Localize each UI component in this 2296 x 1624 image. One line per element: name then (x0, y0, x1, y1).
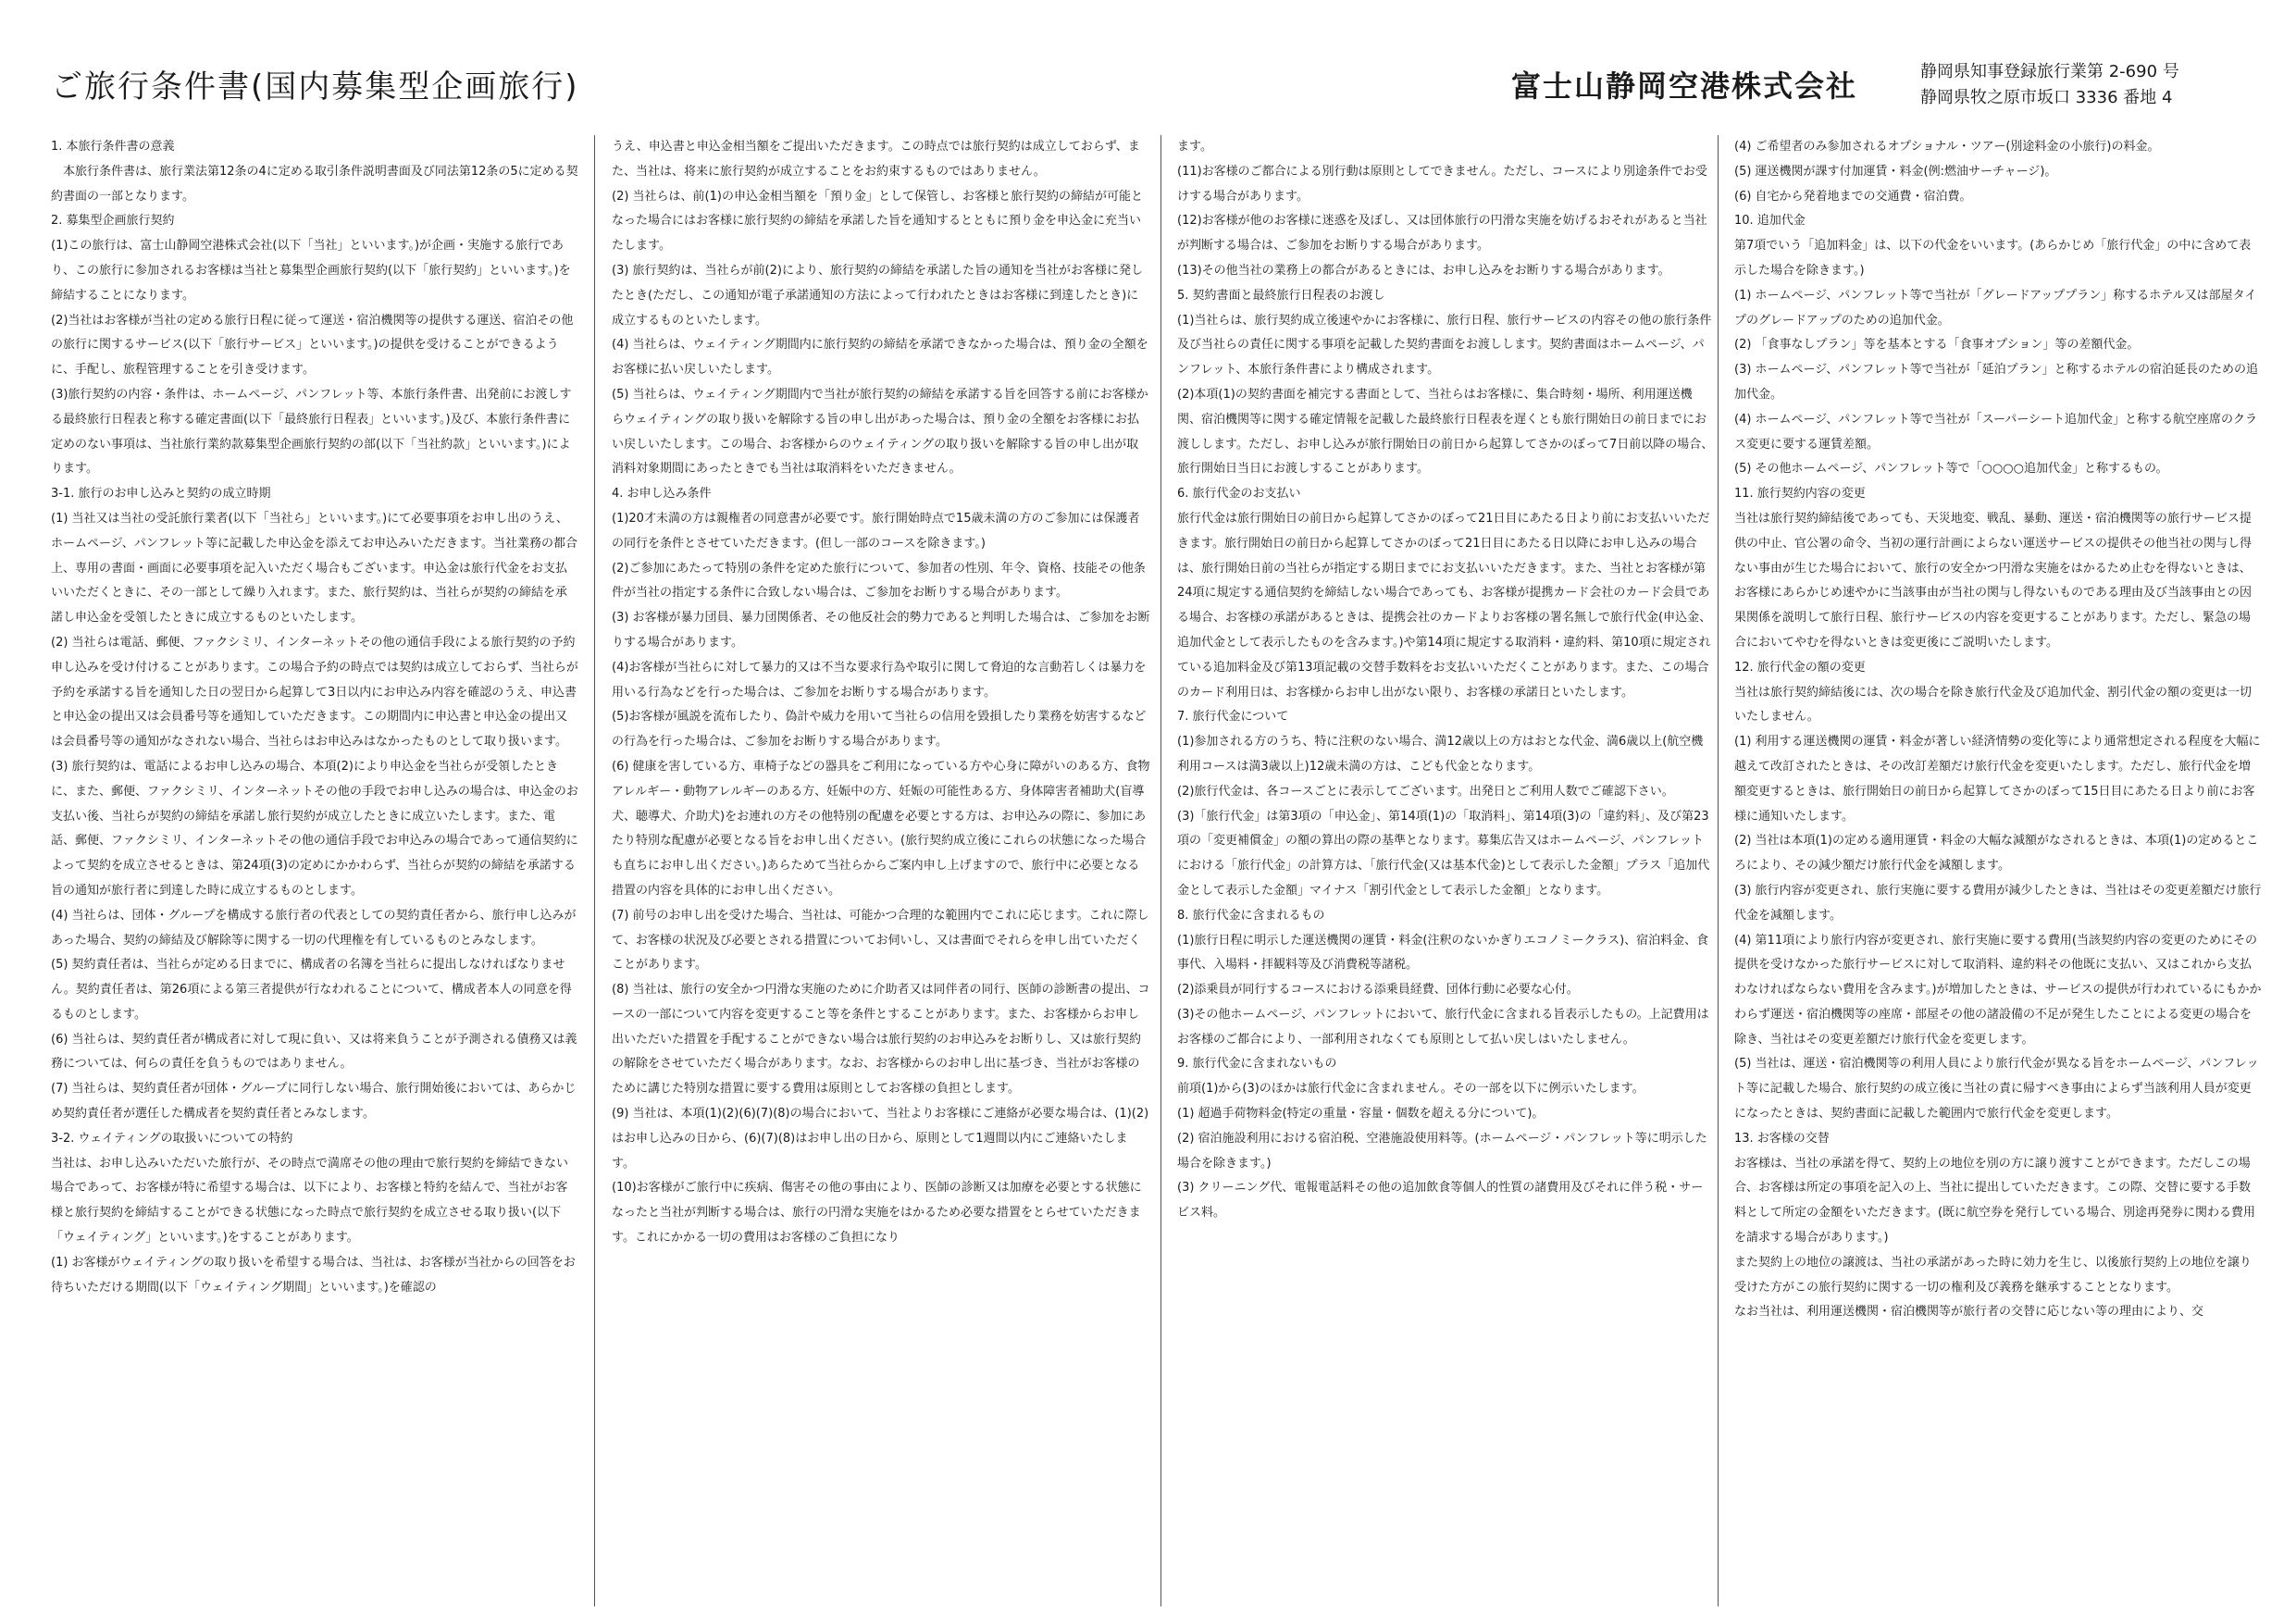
terms-paragraph: (5) 当社は、運送・宿泊機関等の利用人員により旅行代金が異なる旨をホームページ、パンフレット等に記載した場合、旅行契約の成立後に当社の責に帰すべき事由によらず当該利用人員が変更になったときは、契約書面に記載した範囲内で旅行代金を変更します。 (1734, 1057, 2259, 1122)
terms-paragraph: 3-2. ウェイティングの取扱いについての特約 (51, 1131, 293, 1146)
company-address: 静岡県牧之原市坂口 3336 番地 4 (1920, 88, 2173, 107)
terms-column-3 (1177, 135, 1714, 1606)
terms-paragraph: 2. 募集型企画旅行契約 (51, 214, 175, 229)
terms-paragraph: (4) 当社らは、団体・グループを構成する旅行者の代表としての契約責任者から、旅行申し込みがあった場合、契約の締結及び解除等に関する一切の代理権を有しているものとみなします。 (51, 908, 577, 948)
terms-paragraph: (3) ホームページ、パンフレット等で当社が「延泊プラン」と称するホテルの宿泊延長のための追加代金。 (1734, 363, 2258, 402)
terms-paragraph: (4)お客様が当社らに対して暴力的又は不当な要求行為や取引に関して脅迫的な言動若しくは暴力を用いる行為などを行った場合は、ご参加をお断りする場合があります。 (612, 660, 1147, 700)
terms-paragraph: 12. 旅行代金の額の変更 (1734, 660, 1866, 675)
terms-paragraph: (4) 第11項により旅行内容が変更され、旅行実施に要する費用(当該契約内容の変更のためにその提供を受けなかった旅行サービスに対して取消料、違約料その他既に支払い、又はこれから支払わなければならない費用を含みます。)が増加したときは、サービスの提供が行われているにもかかわらず運送・宿泊機関等の座席・部屋その他の諸設備の不足が発生したことによる変更の場合を除き、当社はその変更差額だけ旅行代金を変更します。 (1734, 933, 2262, 1047)
terms-paragraph: (2)本項(1)の契約書面を補完する書面として、当社らはお客様に、集合時刻・場所、利用運送機関、宿泊機関等に関する確定情報を記載した最終旅行日程表を遅くとも旅行開始日の前日までにお渡しします。ただし、お申し込みが旅行開始日の前日から起算してさかのぼって7日前以降の場合、旅行開始日当日にお渡しすることがあります。 (1177, 387, 1714, 477)
terms-paragraph: うえ、申込書と申込金相当額をご提出いただきます。この時点では旅行契約は成立しておらず、また、当社は、将来に旅行契約が成立することをお約束するものではありません。 (612, 140, 1140, 179)
terms-paragraph: (1)この旅行は、富士山静岡空港株式会社(以下「当社」といいます。)が企画・実施する旅行であり、この旅行に参加されるお客様は当社と募集型企画旅行契約(以下「旅行契約」といいます。)を締結することになります。 (51, 239, 571, 303)
terms-paragraph: (1) 利用する運送機関の運賃・料金が著しい経済情勢の変化等により通常想定される程度を大幅に越えて改訂されたときは、その改訂差額だけ旅行代金を変更いたします。ただし、旅行代金を増額変更するときは、旅行開始日の前日から起算してさかのぼって15日目にあたる日より前にお客様に通知いたします。 (1734, 735, 2261, 824)
terms-paragraph: (9) 当社は、本項(1)(2)(6)(7)(8)の場合において、当社よりお客様にご連絡が必要な場合は、(1)(2)はお申し込みの日から、(6)(7)(8)はお申し出の日から、原則として1週間以内にご連絡いたします。 (612, 1107, 1149, 1171)
company-name: 富士山静岡空港株式会社 (1511, 68, 1858, 104)
terms-paragraph: (2) 当社らは電話、郵便、ファクシミリ、インターネットその他の通信手段による旅行契約の予約申し込みを受け付けることがあります。この場合予約の時点では契約は成立しておらず、当社らが予約を承諾する旨を通知した日の翌日から起算して3日以内にお申込み内容を確認のうえ、申込書と申込金の提出又は会員番号等を通知していただきます。この期間内に申込書と申込金の提出又は会員番号等の通知がなされない場合、当社らはお申込みはなかったものとして取り扱います。 (51, 635, 578, 750)
terms-paragraph: (5) 当社らは、ウェイティング期間内で当社が旅行契約の締結を承諾する旨を回答する前にお客様からウェイティングの取り扱いを解除する旨の申し出があった場合は、預り金の全額をお客様にお払い戻しいたします。この場合、お客様からのウェイティングの取り扱いを解除する旨の申し出が取消料対象期間にあったときでも当社は取消料をいただきません。 (612, 387, 1148, 477)
terms-paragraph: (3) お客様が暴力団員、暴力団関係者、その他反社会的勢力であると判明した場合は、ご参加をお断りする場合があります。 (612, 611, 1150, 650)
terms-paragraph: また契約上の地位の譲渡は、当社の承諾があった時に効力を生じ、以後旅行契約上の地位を譲り受けた方がこの旅行契約に関する一切の権利及び義務を継承することとなります。 (1734, 1255, 2252, 1295)
terms-paragraph: 6. 旅行代金のお支払い (1177, 487, 1301, 502)
terms-paragraph: 10. 追加代金 (1734, 214, 1806, 229)
terms-paragraph: (6) 健康を害している方、車椅子などの器具をご利用になっている方や心身に障がいのある方、食物アレルギー・動物アレルギーのある方、妊娠中の方、妊娠の可能性ある方、身体障害者補助犬(盲導犬、聴導犬、介助犬)をお連れの方その他特別の配慮を必要とする方は、お申込みの際に、参加にあたり特別な配慮が必要となる旨をお申し出ください。(旅行契約成立後にこれらの状態になった場合も直ちにお申し出ください。)あらためて当社らからご案内申し上げますので、旅行中に必要となる措置の内容を具体的にお申し出ください。 (612, 759, 1150, 898)
terms-paragraph: 第7項でいう「追加料金」は、以下の代金をいいます。(あらかじめ「旅行代金」の中に含めて表示した場合を除きます。) (1734, 239, 2252, 278)
terms-paragraph: (6) 自宅から発着地までの交通費・宿泊費。 (1734, 189, 1972, 204)
terms-paragraph: (1) お客様がウェイティングの取り扱いを希望する場合は、当社は、お客様が当社からの回答をお待ちいただける期間(以下「ウェイティング期間」といいます。)を確認の (51, 1255, 576, 1295)
terms-paragraph: 旅行代金は旅行開始日の前日から起算してさかのぼって21日目にあたる日より前にお支払いいただきます。旅行開始日の前日から起算してさかのぼって21日目にあたる日以降にお申し込みの場合は、旅行開始日前の当社らが指定する期日までにお支払いいただきます。また、当社とお客様が第24項に規定する通信契約を締結しない場合であっても、お客様が提携カード会社のカード会員である場合、お客様の承諾があるときは、提携会社のカードよりお客様の署名無しで旅行代金(申込金、追加代金として表示したものを含みます。)や第14項に規定する取消料・違約料、第10項に規定されている追加料金及び第13項記載の交替手数料をお支払いいただくことがあります。また、この場合のカード利用日は、お客様からお申し出がない限り、お客様の承諾日といたします。 (1177, 511, 1712, 700)
terms-paragraph: ます。 (1177, 140, 1212, 154)
terms-paragraph: (6) 当社らは、契約責任者が構成者に対して現に負い、又は将来負うことが予測される債務又は義務については、何らの責任を負うものではありません。 (51, 1032, 577, 1072)
terms-paragraph: (4) 当社らは、ウェイティング期間内に旅行契約の締結を承諾できなかった場合は、預り金の全額をお客様に払い戻しいたします。 (612, 338, 1148, 378)
terms-paragraph: 7. 旅行代金について (1177, 710, 1289, 725)
terms-paragraph: (3)その他ホームページ、パンフレットにおいて、旅行代金に含まれる旨表示したもの。上記費用はお客様のご都合により、一部利用されなくても原則として払い戻しはいたしません。 (1177, 1007, 1709, 1047)
terms-column-4 (1734, 135, 2262, 1606)
terms-paragraph: 当社は、お申し込みいただいた旅行が、その時点で満席その他の理由で旅行契約を締結できない場合であって、お客様が特に希望する場合は、以下により、お客様と特約を結んで、当社がお客様と旅行契約を締結することができる状態になった時点で旅行契約を成立させる取り扱い(以下「ウェイティング」といいます。)をすることがあります。 (51, 1156, 569, 1246)
registration-number: 静岡県知事登録旅行業第 2-690 号 (1920, 62, 2179, 81)
terms-paragraph: なお当社は、利用運送機関・宿泊機関等が旅行者の交替に応じない等の理由により、交 (1734, 1305, 2204, 1320)
terms-paragraph: (5) その他ホームページ、パンフレット等で「○○○○追加代金」と称するもの。 (1734, 462, 2168, 477)
terms-paragraph: (1)参加される方のうち、特に注釈のない場合、満12歳以上の方はおとな代金、満6歳以上(航空機利用コースは満3歳以上)12歳未満の方は、こども代金となります。 (1177, 735, 1704, 774)
document-header (51, 57, 2253, 115)
terms-paragraph: 前項(1)から(3)のほかは旅行代金に含まれません。その一部を以下に例示いたします。 (1177, 1082, 1644, 1097)
terms-paragraph: 本旅行条件書は、旅行業法第12条の4に定める取引条件説明書面及び同法第12条の5に定める契約書面の一部となります。 (51, 164, 578, 204)
terms-paragraph: (2) 宿泊施設利用における宿泊税、空港施設使用料等。(ホームページ・パンフレット等に明示した場合を除きます。) (1177, 1131, 1707, 1171)
terms-paragraph: 5. 契約書面と最終旅行日程表のお渡し (1177, 288, 1385, 303)
terms-paragraph: (2)旅行代金は、各コースごとに表示してございます。出発日とご利用人数でご確認下さい。 (1177, 784, 1674, 799)
terms-paragraph: (3) 旅行内容が変更され、旅行実施に要する費用が減少したときは、当社はその変更差額だけ旅行代金を減額します。 (1734, 883, 2262, 923)
terms-paragraph: (2)添乗員が同行するコースにおける添乗員経費、団体行動に必要な心付。 (1177, 983, 1579, 998)
terms-paragraph: (3)旅行契約の内容・条件は、ホームページ、パンフレット等、本旅行条件書、出発前にお渡しする最終旅行日程表と称する確定書面(以下「最終旅行日程表」といいます。)及び、本旅行条件書に定めのない事項は、当社旅行業約款募集型企画旅行契約の部(以下「当社約款」といいます。)によります。 (51, 387, 572, 477)
terms-paragraph: お客様は、当社の承諾を得て、契約上の地位を別の方に譲り渡すことができます。ただしこの場合、お客様は所定の事項を記入の上、当社に提出していただきます。この際、交替に要する手数料として所定の金額をいただきます。(既に航空券を発行している場合、別途再発券に関わる費用を請求する場合があります。) (1734, 1156, 2256, 1246)
terms-column-2 (612, 135, 1150, 1606)
terms-paragraph: (2) 当社は本項(1)の定める適用運賃・料金の大幅な減額がなされるときは、本項(1)の定めるところにより、その減少額だけ旅行代金を減額します。 (1734, 834, 2259, 874)
terms-paragraph: (2) 当社らは、前(1)の申込金相当額を「預り金」として保管し、お客様と旅行契約の締結が可能となった場合にはお客様に旅行契約の締結を承諾した旨を通知するとともに預り金を申込金に充当いたします。 (612, 189, 1143, 254)
terms-paragraph: (5) 運送機関が課す付加運賃・料金(例:燃油サーチャージ)。 (1734, 164, 2057, 179)
terms-paragraph: (5)お客様が風説を流布したり、偽計や威力を用いて当社らの信用を毀損したり業務を妨害するなどの行為を行った場合は、ご参加をお断りする場合があります。 (612, 710, 1147, 750)
terms-paragraph: 11. 旅行契約内容の変更 (1734, 487, 1866, 502)
terms-paragraph: (5) 契約責任者は、当社らが定める日までに、構成者の名簿を当社らに提出しなければなりません。契約責任者は、第26項による第三者提供が行なわれることについて、構成者本人の同意を得るものとします。 (51, 958, 572, 1022)
terms-paragraph: (2) 「食事なしプラン」等を基本とする「食事オプション」等の差額代金。 (1734, 338, 2140, 353)
terms-paragraph: 3-1. 旅行のお申し込みと契約の成立時期 (51, 487, 271, 502)
terms-paragraph: (13)その他当社の業務上の都合があるときには、お申し込みをお断りする場合があります。 (1177, 263, 1670, 278)
terms-paragraph: (2)ご参加にあたって特別の条件を定めた旅行について、参加者の性別、年令、資格、技能その他条件が当社の指定する条件に合致しない場合は、ご参加をお断りする場合があります。 (612, 561, 1146, 601)
terms-paragraph: (8) 当社は、旅行の安全かつ円滑な実施のために介助者又は同伴者の同行、医師の診断書の提出、コースの一部について内容を変更すること等を条件とすることがあります。また、お客様からお申し出いただいた措置を手配することができない場合は旅行契約のお申込みをお断りし、又は旅行契約の解除をさせていただく場合があります。なお、お客様からのお申し出に基づき、当社がお客様のために講じた特別な措置に要する費用は原則としてお客様の負担とします。 (612, 983, 1150, 1097)
terms-paragraph: 4. お申し込み条件 (612, 487, 712, 502)
terms-column-1 (51, 135, 578, 1606)
terms-paragraph: (1) ホームページ、パンフレット等で当社が「グレードアッププラン」称するホテル又は部屋タイプのグレードアップのための追加代金。 (1734, 288, 2257, 328)
terms-paragraph: 9. 旅行代金に含まれないもの (1177, 1057, 1337, 1072)
terms-paragraph: (1)20才未満の方は親権者の同意書が必要です。旅行開始時点で15歳未満の方のご参加には保護者の同行を条件とさせていただきます。(但し一部のコースを除きます。) (612, 511, 1140, 551)
terms-paragraph: (1) 超過手荷物料金(特定の重量・容量・個数を超える分について)。 (1177, 1107, 1545, 1122)
terms-paragraph: (4) ご希望者のみ参加されるオプショナル・ツアー(別途料金の小旅行)の料金。 (1734, 140, 2160, 154)
terms-paragraph: (2)当社はお客様が当社の定める旅行日程に従って運送・宿泊機関等の提供する運送、宿泊その他の旅行に関するサービス(以下「旅行サービス」といいます。)の提供を受けることができるように、手配し、旅程管理することを引き受けます。 (51, 313, 574, 378)
terms-paragraph: 当社は旅行契約締結後には、次の場合を除き旅行代金及び追加代金、割引代金の額の変更は一切いたしません。 (1734, 685, 2253, 725)
terms-paragraph: (7) 当社らは、契約責任者が団体・グループに同行しない場合、旅行開始後においては、あらかじめ契約責任者が選任した構成者を契約責任者とみなします。 (51, 1082, 577, 1122)
terms-columns (51, 135, 2262, 1606)
terms-paragraph: (1)旅行日程に明示した運送機関の運賃・料金(注釈のないかぎりエコノミークラス)、宿泊料金、食事代、入場料・拝観料等及び消費税等諸税。 (1177, 933, 1709, 973)
terms-paragraph: (1)当社らは、旅行契約成立後速やかにお客様に、旅行日程、旅行サービスの内容その他の旅行条件及び当社らの責任に関する事項を記載した契約書面をお渡しします。契約書面はホームページ、パンフレット、本旅行条件書により構成されます。 (1177, 313, 1712, 378)
terms-paragraph: (1) 当社又は当社の受託旅行業者(以下「当社ら」といいます。)にて必要事項をお申し出のうえ、ホームページ、パンフレット等に記載した申込金を添えてお申込みいただきます。当社業務の都合上、専用の書面・画面に必要事項を記入いただく場合もございます。申込金は旅行代金をお支払いいただくときに、その一部として繰り入れます。また、旅行契約は、当社らが契約の締結を承諾し申込金を受領したときに成立するものといたします。 (51, 511, 578, 626)
terms-paragraph: (4) ホームページ、パンフレット等で当社が「スーパーシート追加代金」と称する航空座席のクラス変更に要する運賃差額。 (1734, 412, 2258, 452)
terms-paragraph: (10)お客様がご旅行中に疾病、傷害その他の事由により、医師の診断又は加療を必要とする状態になったと当社が判断する場合は、旅行の円滑な実施をはかるため必要な措置をとらせていただきます。これにかかる一切の費用はお客様のご負担になり (612, 1181, 1142, 1246)
terms-paragraph: (7) 前号のお申し出を受けた場合、当社は、可能かつ合理的な範囲内でこれに応じます。これに際して、お客様の状況及び必要とされる措置についてお伺いし、又は書面でそれらを申し出ていただくことがあります。 (612, 908, 1149, 973)
terms-paragraph: (3) 旅行契約は、当社らが前(2)により、旅行契約の締結を承諾した旨の通知を当社がお客様に発したとき(ただし、この通知が電子承諾通知の方法によって行われたときはお客様に到達したとき)に成立するものといたします。 (612, 263, 1143, 328)
terms-paragraph: (3) 旅行契約は、電話によるお申し込みの場合、本項(2)により申込金を当社らが受領したときに、また、郵便、ファクシミリ、インターネットその他の手段でお申し込みの場合は、申込金のお支払い後、当社らが契約の締結を承諾し旅行契約が成立したときに成立いたします。また、電話、郵便、ファクシミリ、インターネットその他の通信手段でお申込みの場合であって通信契約によって契約を成立させるときは、第24項(3)の定めにかかわらず、当社らが契約の締結を承諾する旨の通知が旅行者に到達した時に成立するものとします。 (51, 759, 578, 898)
terms-paragraph: 8. 旅行代金に含まれるもの (1177, 908, 1325, 923)
terms-paragraph: 当社は旅行契約締結後であっても、天災地変、戦乱、暴動、運送・宿泊機関等の旅行サービス提供の中止、官公署の命令、当初の運行計画によらない運送サービスの提供その他当社の関与し得ない事由が生じた場合において、旅行の安全かつ円滑な実施をはかるため止むを得ないときは、お客様にあらかじめ速やかに当該事由が当社の関与し得ないものである理由及び当該事由との因果関係を説明して旅行日程、旅行サービスの内容を変更することがあります。ただし、緊急の場合においてやむを得ないときは変更後にご説明いたします。 (1734, 511, 2253, 650)
terms-paragraph: (3)「旅行代金」は第3項の「申込金」、第14項(1)の「取消料」、第14項(3)の「違約料」、及び第23項の「変更補償金」の額の算出の際の基準となります。募集広告又はホームページ、パンフレットにおける「旅行代金」の計算方は、「旅行代金(又は基本代金)として表示した金額」プラス「追加代金として表示した金額」マイナス「割引代金として表示した金額」となります。 (1177, 809, 1710, 898)
document-title: ご旅行条件書(国内募集型企画旅行) (51, 68, 579, 105)
company-info (1920, 59, 2179, 111)
terms-paragraph: (11)お客様のご都合による別行動は原則としてできません。ただし、コースにより別途条件でお受けする場合があります。 (1177, 164, 1707, 204)
terms-paragraph: (3) クリーニング代、電報電話料その他の追加飲食等個人的性質の諸費用及びそれに伴う税・サービス料。 (1177, 1181, 1704, 1221)
terms-paragraph: 13. お客様の交替 (1734, 1131, 1830, 1146)
terms-paragraph: (12)お客様が他のお客様に迷惑を及ぼし、又は団体旅行の円滑な実施を妨げるおそれがあると当社が判断する場合は、ご参加をお断りする場合があります。 (1177, 214, 1707, 254)
terms-paragraph: 1. 本旅行条件書の意義 (51, 140, 175, 154)
